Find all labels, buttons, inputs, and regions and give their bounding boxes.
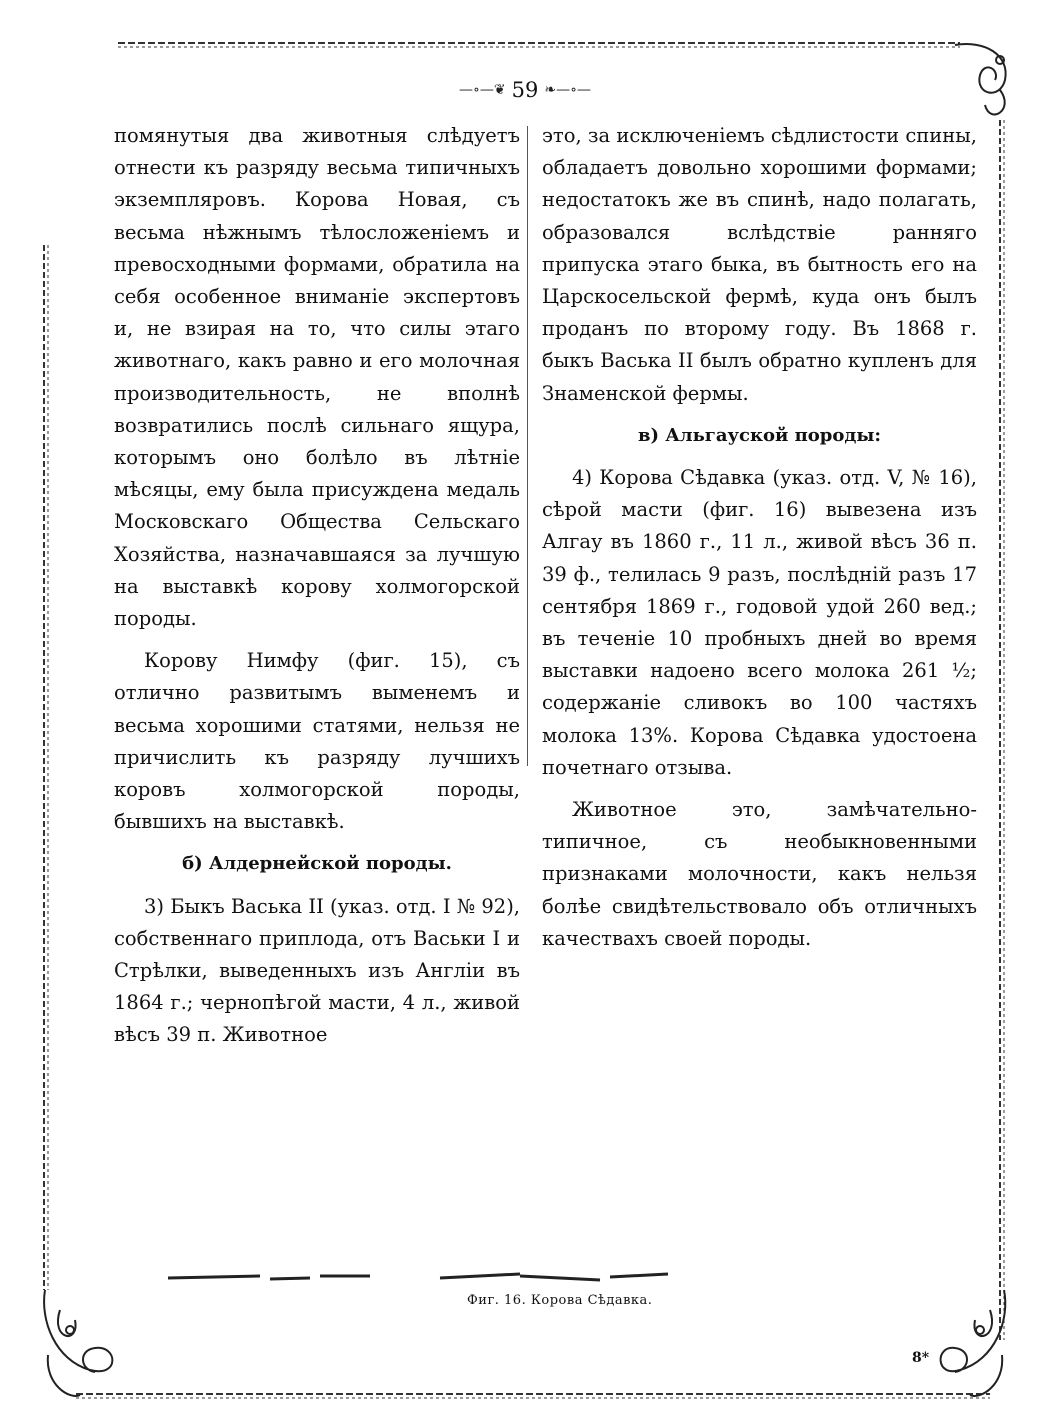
ornament-right-icon: ❧—∘— <box>544 82 591 98</box>
sheet-signature-mark: 8* <box>912 1350 930 1366</box>
page-header <box>440 76 610 104</box>
paragraph-cow-nimfa: Корову Нимфу (фиг. 15), съ отлично развитымъ выменемъ и весьма хорошими статями, нельзя не причислить къ разряду лучшихъ коровъ холмогорской породы, бывшихъ на выставкѣ. <box>114 649 520 834</box>
figure-image-fragment <box>168 1274 668 1280</box>
figure-caption: Фиг. 16. Корова Сѣдавка. <box>467 1293 653 1308</box>
page-number: 59 <box>511 77 539 102</box>
paragraph-cow-novaya: помянутыя два животныя слѣдуетъ отнести къ разряду весьма типичныхъ экземпляровъ. Корова Новая, съ весьма нѣжнымъ тѣлосложеніемъ и превосходными формами, обратила на себя особенное вниманіе экспертовъ и, не взирая на то, что силы этаго животнаго, какъ равно и его молочная производительность, не вполнѣ возвратились послѣ сильнаго ящура, которымъ оно болѣло въ лѣтніе мѣсяцы, ему была присуждена медаль Московскаго Общества Сельскаго Хозяйства, назначавшаяся за лучшую на выставкѣ корову холмогорской породы. <box>114 124 520 631</box>
ornament-left-icon: —∘—❦ <box>459 82 506 98</box>
corner-flourish-top-right <box>955 44 1006 114</box>
section-heading-aldernei: б) Алдернейской породы. <box>182 853 452 875</box>
corner-flourish-bottom-left <box>44 1290 112 1396</box>
column-divider <box>527 126 528 766</box>
paragraph-bull-vaska-continued: это, за исключеніемъ сѣдлистости спины, обладаетъ довольно хорошими формами; недостатокъ же въ спинѣ, надо полагать, образовался вслѣдствіе ранняго припуска этаго быка, въ бытность его на Царскосельской фермѣ, куда онъ былъ проданъ по второму году. Въ 1868 г. быкъ Васька II былъ обратно купленъ для Знаменской фермы. <box>542 124 977 405</box>
left-column <box>114 120 520 1052</box>
right-column <box>542 120 977 955</box>
corner-flourish-bottom-right <box>941 1290 1006 1396</box>
paragraph-sedavka-conclusion: Животное это, замѣчательно-типичное, съ необыкновенными признаками молочности, какъ нельзя болѣе свидѣтельствовало объ отличныхъ качествахъ своей породы. <box>542 798 977 950</box>
paragraph-bull-vaska: 3) Быкъ Васька II (указ. отд. I № 92), собственнаго приплода, отъ Васьки I и Стрѣлки, выведенныхъ изъ Англіи въ 1864 г.; чернопѣгой масти, 4 л., живой вѣсъ 39 п. Животное <box>114 894 520 1047</box>
paragraph-cow-sedavka: 4) Корова Сѣдавка (указ. отд. V, № 16), сѣрой масти (фиг. 16) вывезена изъ Алгау въ 1860 г., 11 л., живой вѣсъ 36 п. 39 ф., телилась 9 разъ, послѣдній разъ 17 сентября 1869 г., годовой удой 260 вед.; въ теченіе 10 пробныхъ дней во время выставки надоено всего молока 261 ½; содержаніе сливокъ во 100 частяхъ молока 13%. Корова Сѣдавка удостоена почетнаго отзыва. <box>542 466 977 779</box>
section-heading-algau: в) Альгауской породы: <box>637 424 882 446</box>
